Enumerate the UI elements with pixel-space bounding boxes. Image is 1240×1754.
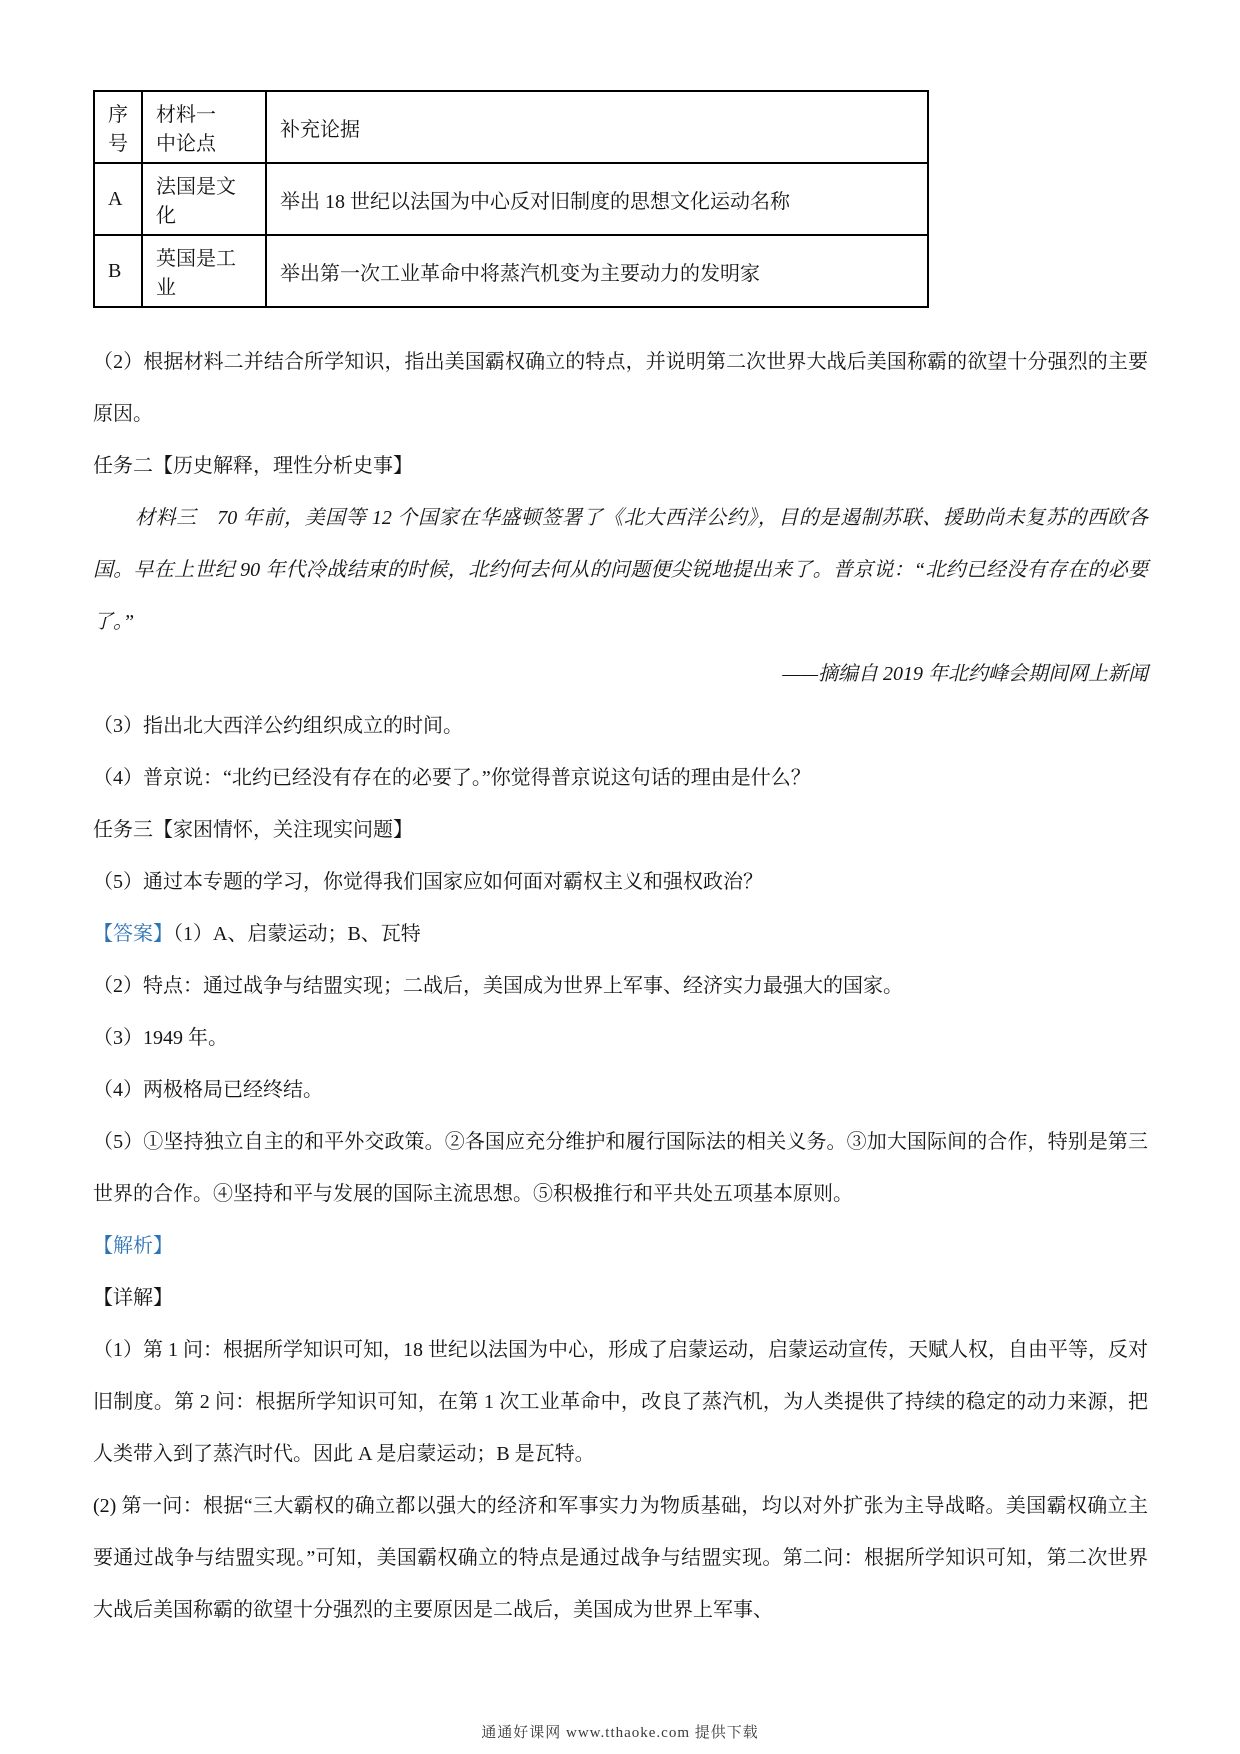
- table-header-row: [94, 91, 928, 163]
- question-4: （4）普京说：“北约已经没有存在的必要了。”你觉得普京说这句话的理由是什么？: [93, 767, 811, 789]
- material-table: [93, 90, 929, 308]
- row-b-evidence: 举出第一次工业革命中将蒸汽机变为主要动力的发明家: [266, 235, 928, 307]
- task2-heading: 任务二【历史解释，理性分析史事】: [93, 455, 413, 477]
- table-header-number: 序号: [94, 91, 142, 163]
- question-3: （3）指出北大西洋公约组织成立的时间。: [93, 715, 463, 737]
- detail-paragraph-1: （1）第 1 问：根据所学知识可知，18 世纪以法国为中心，形成了启蒙运动，启蒙运动宣传，天赋人权，自由平等，反对旧制度。第 2 问：根据所学知识可知，在第 1 次工业革命中，改良了蒸汽机，为人类提供了持续的稳定的动力来源，把人类带入到了蒸汽时代。因此 A 是启蒙运动；B 是瓦特。: [93, 1339, 1148, 1465]
- page-footer: 通通好课网 www.tthaoke.com 提供下载: [481, 1725, 759, 1741]
- material3-text: 材料三 70 年前，美国等 12 个国家在华盛顿签署了《北大西洋公约》，目的是遏制苏联、援助尚未复苏的西欧各国。早在上世纪 90 年代冷战结束的时候，北约何去何从的问题便尖锐地提出来了。普京说：“北约已经没有存在的必要了。”: [93, 507, 1148, 633]
- answer-label: 【答案】: [93, 923, 173, 945]
- answer-line-1: [93, 908, 1148, 960]
- answer-line-3: （3）1949 年。: [93, 1027, 228, 1049]
- table-header-evidence: 补充论据: [266, 91, 928, 163]
- document-body: [93, 336, 1148, 1636]
- answer-1-text: （1）A、启蒙运动；B、瓦特: [173, 923, 421, 945]
- table-row: [94, 163, 928, 235]
- answer-line-2: （2）特点：通过战争与结盟实现；二战后，美国成为世界上军事、经济实力最强大的国家。: [93, 975, 903, 997]
- answer-line-5: （5）①坚持独立自主的和平外交政策。②各国应充分维护和履行国际法的相关义务。③加大国际间的合作，特别是第三世界的合作。④坚持和平与发展的国际主流思想。⑤积极推行和平共处五项基本原则。: [93, 1131, 1148, 1205]
- row-b-claim: 英国是工业: [142, 235, 266, 307]
- table-row: [94, 235, 928, 307]
- material3-source: ——摘编自 2019 年北约峰会期间网上新闻: [782, 663, 1148, 685]
- row-a-claim: 法国是文化: [142, 163, 266, 235]
- table-header-claim: 材料一 中论点: [142, 91, 266, 163]
- analysis-label: 【解析】: [93, 1235, 173, 1257]
- row-a-evidence: 举出 18 世纪以法国为中心反对旧制度的思想文化运动名称: [266, 163, 928, 235]
- task3-heading: 任务三【家困情怀，关注现实问题】: [93, 819, 413, 841]
- row-b-id: B: [94, 235, 142, 307]
- analysis-label-line: [93, 1220, 1148, 1272]
- row-a-id: A: [94, 163, 142, 235]
- question-5: （5）通过本专题的学习，你觉得我们国家应如何面对霸权主义和强权政治？: [93, 871, 763, 893]
- answer-line-4: （4）两极格局已经终结。: [93, 1079, 323, 1101]
- question-2: （2）根据材料二并结合所学知识，指出美国霸权确立的特点，并说明第二次世界大战后美国称霸的欲望十分强烈的主要原因。: [93, 351, 1148, 425]
- detail-label: 【详解】: [93, 1287, 173, 1309]
- detail-paragraph-2: (2) 第一问：根据“三大霸权的确立都以强大的经济和军事实力为物质基础，均以对外扩张为主导战略。美国霸权确立主要通过战争与结盟实现。”可知，美国霸权确立的特点是通过战争与结盟实现。第二问：根据所学知识可知，第二次世界大战后美国称霸的欲望十分强烈的主要原因是二战后，美国成为世界上军事、: [93, 1495, 1148, 1621]
